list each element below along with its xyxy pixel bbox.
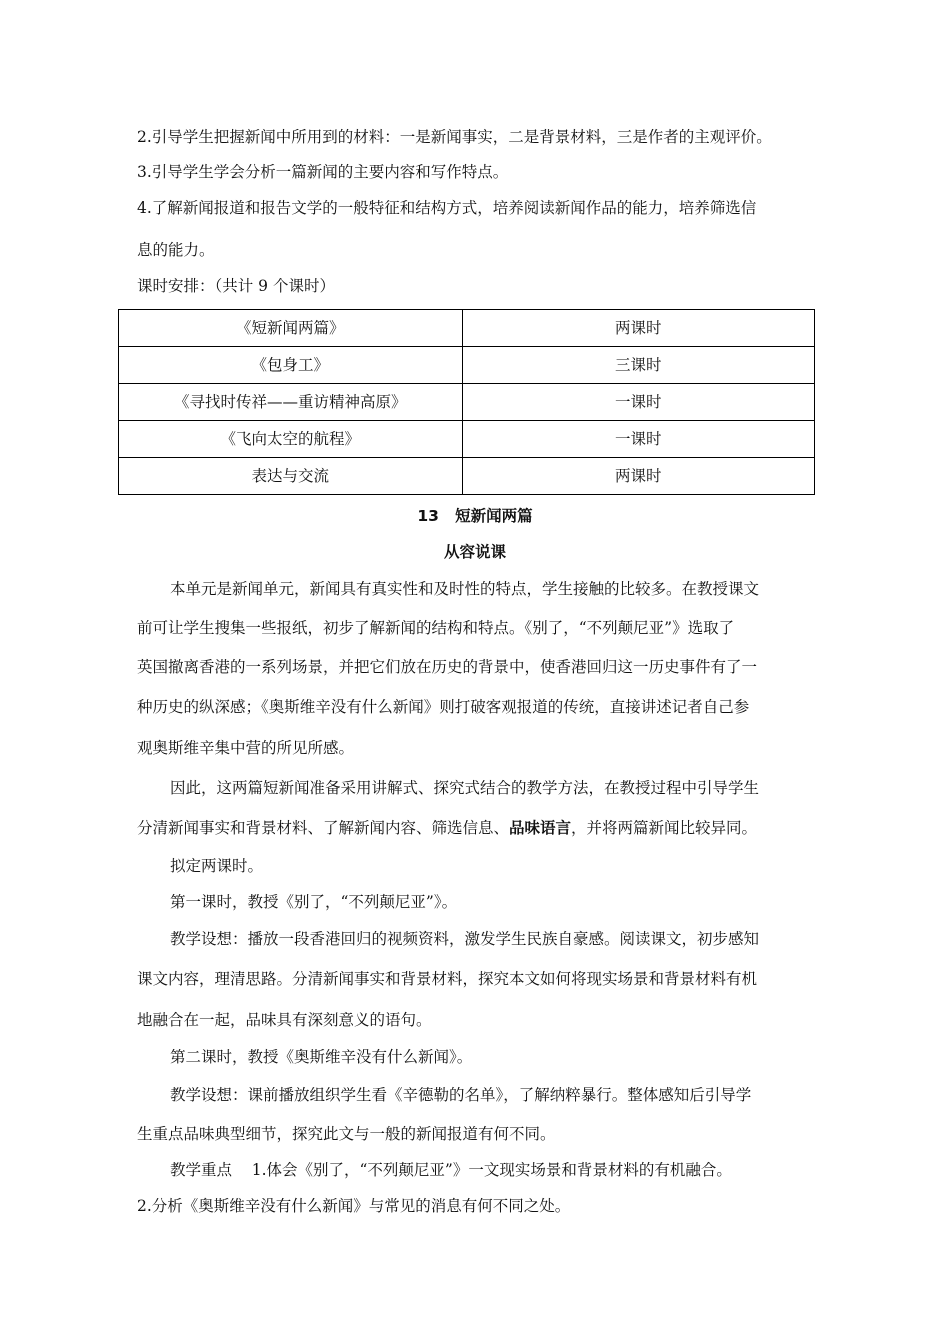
paragraph-line: 课文内容，理清思路。分清新闻事实和背景材料，探究本文如何将现实场景和背景材料有机: [137, 970, 758, 988]
paragraph-line: [137, 818, 757, 838]
paragraph-line: 因此，这两篇短新闻准备采用讲解式、探究式结合的教学方法，在教授过程中引导学生: [170, 779, 760, 797]
lesson-hours-cell: 两课时: [462, 458, 814, 495]
schedule-caption: 课时安排：（共计 9 个课时）: [137, 277, 335, 295]
paragraph-text: ，并将两篇新闻比较异同。: [571, 819, 758, 837]
paragraph-line: 教学重点 1.体会《别了，“不列颠尼亚”》一文现实场景和背景材料的有机融合。: [170, 1161, 732, 1179]
paragraph-line: 生重点品味典型细节，探究此文与一般的新闻报道有何不同。: [137, 1125, 556, 1143]
lesson-title-cell: 《飞向太空的航程》: [119, 421, 463, 458]
paragraph-line: 地融合在一起，品味具有深刻意义的语句。: [137, 1011, 432, 1029]
paragraph-line: 第一课时，教授《别了，“不列颠尼亚”》。: [170, 893, 458, 911]
objective-line: 息的能力。: [137, 241, 215, 259]
paragraph-line: 观奥斯维辛集中营的所见所感。: [137, 739, 355, 757]
lesson-title: 13 短新闻两篇: [417, 507, 533, 525]
paragraph-line: 英国撤离香港的一系列场景，并把它们放在历史的背景中，使香港回归这一历史事件有了一: [137, 658, 758, 676]
paragraph-line: 本单元是新闻单元，新闻具有真实性和及时性的特点，学生接触的比较多。在教授课文: [170, 580, 760, 598]
schedule-table: [118, 309, 815, 495]
lesson-title-cell: 《短新闻两篇》: [119, 310, 463, 347]
lesson-hours-cell: 一课时: [462, 384, 814, 421]
table-row: [119, 310, 815, 347]
paragraph-line: 第二课时，教授《奥斯维辛没有什么新闻》。: [170, 1048, 473, 1066]
paragraph-text: 分清新闻事实和背景材料、了解新闻内容、筛选信息、: [137, 819, 510, 837]
lesson-title-cell: 《包身工》: [119, 347, 463, 384]
lesson-hours-cell: 两课时: [462, 310, 814, 347]
lesson-title-cell: 表达与交流: [119, 458, 463, 495]
emphasis-text: 品味语言: [509, 819, 572, 837]
paragraph-line: 前可让学生搜集一些报纸，初步了解新闻的结构和特点。《别了，“不列颠尼亚”》选取了: [137, 619, 735, 637]
paragraph-line: 教学设想：播放一段香港回归的视频资料，激发学生民族自豪感。阅读课文，初步感知: [170, 930, 760, 948]
paragraph-line: 2.分析《奥斯维辛没有什么新闻》与常见的消息有何不同之处。: [137, 1197, 571, 1215]
lesson-subtitle: 从容说课: [443, 543, 506, 561]
table-row: [119, 384, 815, 421]
lesson-hours-cell: 三课时: [462, 347, 814, 384]
table-row: [119, 347, 815, 384]
paragraph-line: 种历史的纵深感；《奥斯维辛没有什么新闻》则打破客观报道的传统，直接讲述记者自己参: [137, 698, 750, 716]
table-row: [119, 458, 815, 495]
objective-line: 4.了解新闻报道和报告文学的一般特征和结构方式，培养阅读新闻作品的能力，培养筛选信: [137, 199, 757, 217]
table-row: [119, 421, 815, 458]
objective-line: 2.引导学生把握新闻中所用到的材料：一是新闻事实，二是背景材料，三是作者的主观评价。: [137, 128, 772, 146]
lesson-title-cell: 《寻找时传祥——重访精神高原》: [119, 384, 463, 421]
objective-line: 3.引导学生学会分析一篇新闻的主要内容和写作特点。: [137, 163, 509, 181]
paragraph-line: 拟定两课时。: [170, 857, 264, 875]
lesson-hours-cell: 一课时: [462, 421, 814, 458]
paragraph-line: 教学设想：课前播放组织学生看《辛德勒的名单》，了解纳粹暴行。整体感知后引导学: [170, 1086, 752, 1104]
